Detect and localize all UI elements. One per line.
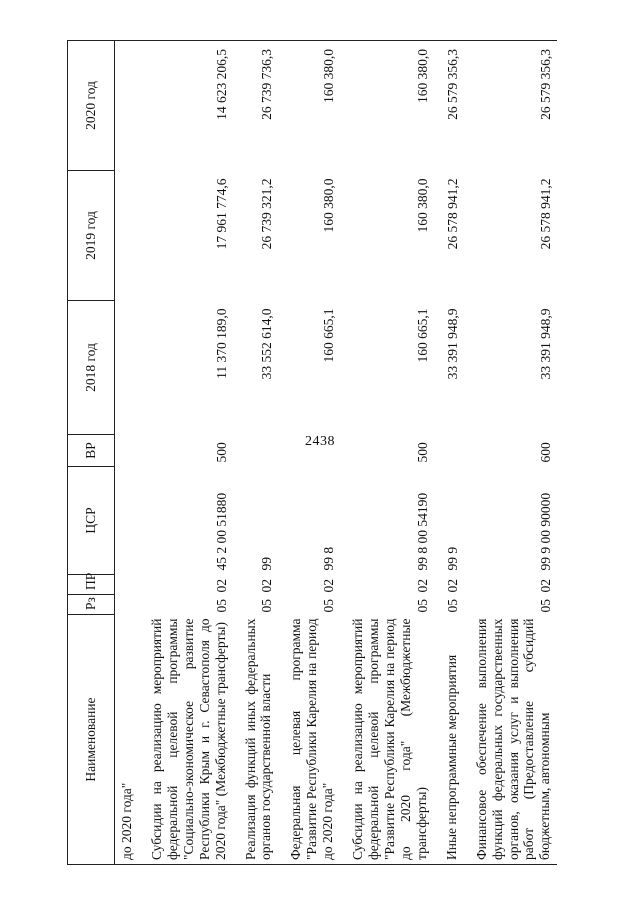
row-2019: 160 380,0 [414, 178, 430, 233]
row-pr: 02 [259, 579, 275, 593]
table-row [233, 41, 279, 865]
col-header-name: Наименование [68, 615, 115, 865]
row-2020: 160 380,0 [340, 41, 434, 171]
row-name: Федеральная целевая программа "Развитие Республики Карелия на период до 2020 года" [278, 615, 340, 865]
row-name: Иные непрограммные мероприятия [434, 615, 464, 865]
row-rz: 05 [444, 599, 460, 613]
continuation-row [115, 41, 139, 865]
row-name: Субсидии на реализацию мероприятий федеральной целевой программы "Социально-экономическое развитие Республики Крым и г. Севастополя до 2020 года" (Межбюджетные трансферты) [139, 615, 233, 865]
row-csr: 99 [259, 557, 275, 571]
row-2019: 26 578 941,2 [538, 178, 554, 250]
row-2020: 160 380,0 [278, 41, 340, 171]
row-2018: 160 665,1 [414, 308, 430, 363]
page-number: 2438 [305, 434, 335, 449]
col-header-2018: 2018 год [68, 301, 115, 435]
row-rz: 05 [213, 599, 229, 613]
row-rz: 05 [414, 599, 430, 613]
row-rz: 05 [538, 599, 554, 613]
row-2018: 33 391 948,9 [444, 308, 460, 380]
header-row [68, 41, 115, 865]
continuation-text: до 2020 года" [115, 615, 139, 865]
col-header-pr: ПР [68, 575, 115, 595]
row-2018: 33 391 948,9 [538, 308, 554, 380]
row-2018: 11 370 189,0 [213, 308, 229, 379]
col-header-rz: Рз [68, 595, 115, 615]
col-header-2020: 2020 год [68, 41, 115, 171]
row-rz: 05 [259, 599, 275, 613]
row-vr: 600 [538, 442, 554, 463]
row-name: Субсидии на реализацию мероприятий федеральной целевой программы "Развитие Республики Карелия на период до 2020 года" (Межбюджетные трансферты) [340, 615, 434, 865]
row-name: Реализация функций иных федеральных органов государственной власти [233, 615, 279, 865]
row-vr [434, 435, 464, 467]
row-rz: 05 [321, 599, 337, 613]
row-pr: 02 [213, 579, 229, 593]
col-header-csr: ЦСР [68, 467, 115, 575]
row-csr: 99 8 [321, 546, 337, 571]
table-row [434, 41, 464, 865]
row-2019: 26 578 941,2 [444, 178, 460, 250]
table-row [139, 41, 233, 865]
col-header-2019: 2019 год [68, 171, 115, 301]
budget-table [67, 40, 557, 865]
row-2019: 17 961 774,6 [213, 178, 229, 250]
row-vr [278, 435, 340, 467]
table-row [340, 41, 434, 865]
row-2018: 33 552 614,0 [259, 308, 275, 380]
row-2020: 26 739 736,3 [233, 41, 279, 171]
row-pr: 02 [321, 579, 337, 593]
row-pr: 02 [538, 579, 554, 593]
table-row [464, 41, 558, 865]
row-csr: 45 2 00 51880 [213, 492, 229, 571]
row-pr: 02 [414, 579, 430, 593]
row-2019: 160 380,0 [321, 178, 337, 233]
row-pr: 02 [444, 579, 460, 593]
table-row [278, 41, 340, 865]
row-2019: 26 739 321,2 [259, 178, 275, 250]
col-header-vr: ВР [68, 435, 115, 467]
row-vr: 500 [414, 442, 430, 463]
row-name: Финансовое обеспечение выполнения функций федеральных государственных органов, оказания услуг и выполнения работ (Предоставление субсидий бюджетным, автономным [464, 615, 558, 865]
row-csr: 99 8 00 54190 [414, 492, 430, 571]
row-2020: 26 579 356,3 [464, 41, 558, 171]
row-vr [233, 435, 279, 467]
row-vr: 500 [213, 442, 229, 463]
row-2018: 160 665,1 [321, 308, 337, 363]
row-2020: 14 623 206,5 [139, 41, 233, 171]
row-csr: 99 9 [444, 546, 460, 571]
row-2020: 26 579 356,3 [434, 41, 464, 171]
row-csr: 99 9 00 90000 [538, 492, 554, 571]
